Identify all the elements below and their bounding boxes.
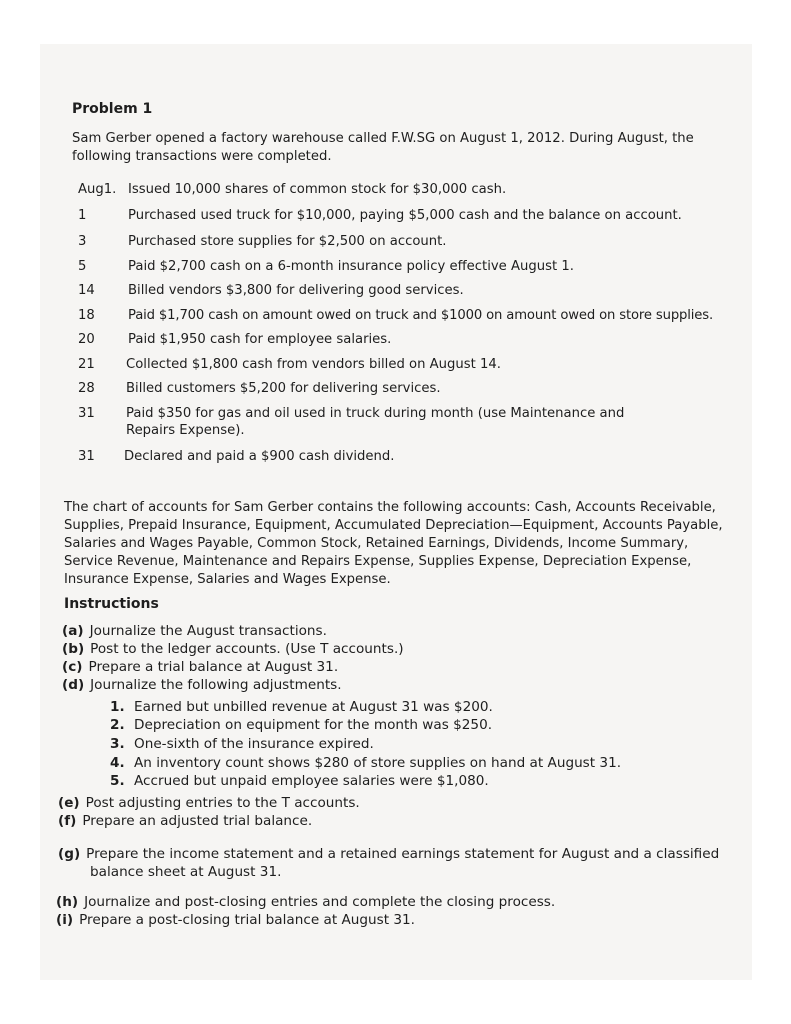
chart-of-accounts-line: Insurance Expense, Salaries and Wages Expense.	[64, 572, 391, 587]
instruction-letter: (i)	[56, 912, 74, 928]
instruction-text: Prepare a post-closing trial balance at August 31.	[79, 912, 416, 928]
instruction-text: Prepare the income statement and a retained earnings statement for August and a classified	[86, 846, 720, 862]
transaction-date: 20	[78, 332, 95, 347]
instruction-letter: (a)	[62, 623, 84, 639]
transaction-date: 31	[78, 449, 95, 464]
adjustment-number: 1.	[110, 699, 125, 715]
instruction-a	[62, 623, 327, 639]
adjustment-number: 3.	[110, 736, 125, 752]
problem-intro-line-1: Sam Gerber opened a factory warehouse called F.W.SG on August 1, 2012. During August, the	[72, 131, 694, 146]
instruction-g-continued: balance sheet at August 31.	[90, 864, 282, 880]
instruction-g	[58, 846, 719, 862]
instruction-letter: (e)	[58, 795, 80, 811]
transaction-date: 31	[78, 406, 95, 421]
adjustment-text: Depreciation on equipment for the month was $250.	[134, 717, 493, 733]
transaction-text: Paid $2,700 cash on a 6-month insurance policy effective August 1.	[128, 259, 574, 274]
instruction-letter: (h)	[56, 894, 79, 910]
transaction-text: Declared and paid a $900 cash dividend.	[124, 449, 395, 464]
transaction-date: 1	[78, 208, 87, 223]
adjustment-item	[110, 699, 493, 715]
instruction-text: Journalize the following adjustments.	[90, 677, 342, 693]
instructions-heading: Instructions	[64, 596, 159, 612]
chart-of-accounts-line: The chart of accounts for Sam Gerber contains the following accounts: Cash, Accounts Receivable,	[64, 500, 716, 515]
transaction-text: Paid $1,700 cash on amount owed on truck and $1000 on amount owed on store supplies.	[128, 308, 714, 323]
chart-of-accounts-line: Supplies, Prepaid Insurance, Equipment, Accumulated Depreciation—Equipment, Accounts Payable,	[64, 518, 723, 533]
transaction-date: 14	[78, 283, 95, 298]
instruction-e	[58, 795, 360, 811]
transaction-date: 5	[78, 259, 87, 274]
adjustment-text: One-sixth of the insurance expired.	[134, 736, 374, 752]
adjustment-number: 4.	[110, 755, 125, 771]
problem-intro-line-2: following transactions were completed.	[72, 149, 332, 164]
transaction-date: 21	[78, 357, 95, 372]
instruction-text: Prepare a trial balance at August 31.	[88, 659, 339, 675]
transaction-text: Collected $1,800 cash from vendors billed on August 14.	[126, 357, 501, 372]
adjustment-item	[110, 736, 374, 752]
transaction-text: Paid $350 for gas and oil used in truck during month (use Maintenance and Repairs Expense).	[126, 406, 625, 438]
instruction-letter: (b)	[62, 641, 85, 657]
transaction-text: Paid $1,950 cash for employee salaries.	[128, 332, 392, 347]
instruction-d	[62, 677, 342, 693]
adjustment-text: Accrued but unpaid employee salaries were $1,080.	[134, 773, 489, 789]
instruction-h	[56, 894, 555, 910]
adjustment-item	[110, 773, 489, 789]
instruction-f	[58, 813, 312, 829]
chart-of-accounts-line: Service Revenue, Maintenance and Repairs Expense, Supplies Expense, Depreciation Expense,	[64, 554, 692, 569]
chart-of-accounts-line: Salaries and Wages Payable, Common Stock, Retained Earnings, Dividends, Income Summary,	[64, 536, 689, 551]
instruction-text: Prepare an adjusted trial balance.	[82, 813, 313, 829]
transaction-text: Purchased used truck for $10,000, paying $5,000 cash and the balance on account.	[128, 208, 682, 223]
instruction-letter: (f)	[58, 813, 77, 829]
adjustment-number: 5.	[110, 773, 125, 789]
instruction-text: Journalize and post-closing entries and complete the closing process.	[84, 894, 556, 910]
instruction-text: Post adjusting entries to the T accounts.	[85, 795, 360, 811]
transaction-text: Issued 10,000 shares of common stock for $30,000 cash.	[128, 182, 507, 197]
transaction-text: Purchased store supplies for $2,500 on account.	[128, 234, 447, 249]
instruction-letter: (c)	[62, 659, 83, 675]
adjustment-item	[110, 717, 492, 733]
transaction-text: Billed vendors $3,800 for delivering good services.	[128, 283, 464, 298]
transaction-date: 28	[78, 381, 95, 396]
instruction-text: Post to the ledger accounts. (Use T accounts.)	[90, 641, 404, 657]
transaction-date: Aug1.	[78, 182, 117, 197]
adjustment-text: An inventory count shows $280 of store supplies on hand at August 31.	[134, 755, 622, 771]
instruction-letter: (g)	[58, 846, 81, 862]
instruction-c	[62, 659, 338, 675]
adjustment-text: Earned but unbilled revenue at August 31 was $200.	[134, 699, 493, 715]
instruction-b	[62, 641, 404, 657]
instruction-letter: (d)	[62, 677, 85, 693]
adjustment-item	[110, 755, 621, 771]
adjustment-number: 2.	[110, 717, 125, 733]
instruction-i	[56, 912, 415, 928]
problem-title: Problem 1	[72, 101, 153, 117]
instruction-text: Journalize the August transactions.	[89, 623, 327, 639]
transaction-date: 18	[78, 308, 95, 323]
transaction-date: 3	[78, 234, 87, 249]
transaction-text: Billed customers $5,200 for delivering services.	[126, 381, 441, 396]
